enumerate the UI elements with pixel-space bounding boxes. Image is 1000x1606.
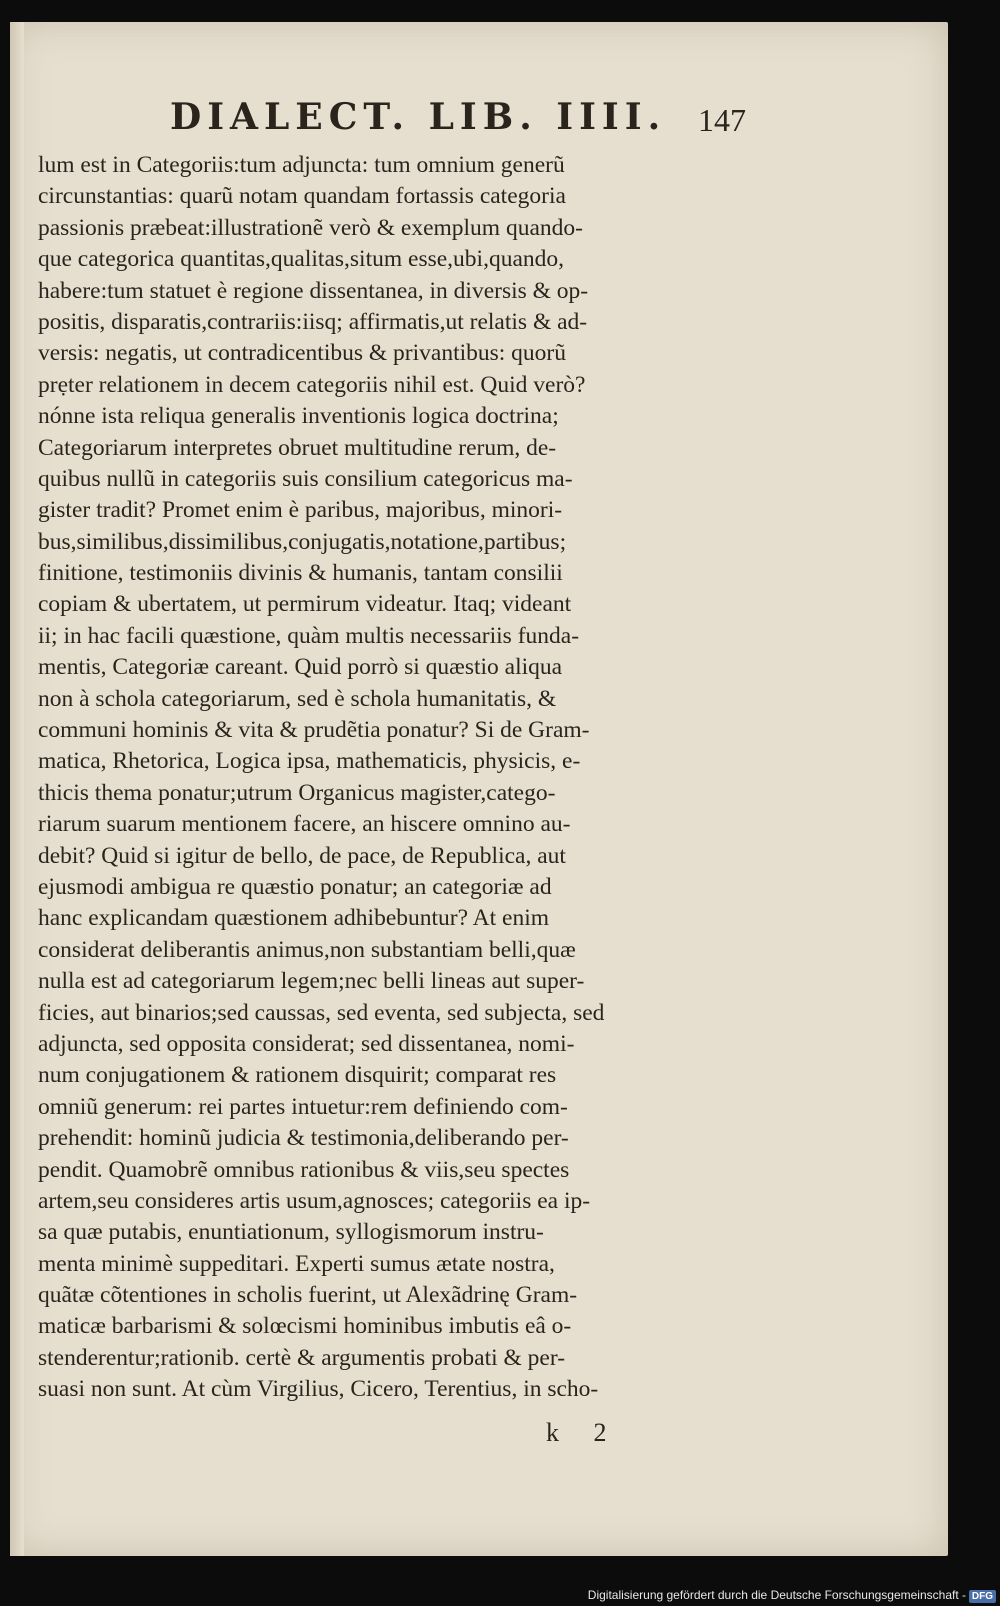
text-line: prẹter relationem in decem categoriis nihil est. Quid verò? [38, 371, 586, 398]
text-line: gister tradit? Promet enim è paribus, majoribus, minori- [38, 497, 563, 524]
dfg-logo: DFG [969, 1590, 996, 1603]
text-line: nónne ista reliqua generalis inventionis logica doctrina; [38, 403, 559, 430]
text-line: thicis thema ponatur;utrum Organicus magister,catego- [38, 779, 556, 806]
body-text [38, 150, 738, 1406]
text-line: maticæ barbarismi & solœcismi hominibus imbutis eâ o- [38, 1313, 572, 1340]
text-line: copiam & ubertatem, ut permirum videatur. Itaq; videant [38, 591, 572, 618]
text-line: debit? Quid si igitur de bello, de pace, de Republica, aut [38, 842, 566, 869]
page-gutter [10, 22, 24, 1556]
text-line: mentis, Categoriæ careant. Quid porrò si quæstio aliqua [38, 654, 563, 681]
text-line: menta minimè suppeditari. Experti sumus ætate nostra, [38, 1250, 555, 1277]
text-line: Categoriarum interpretes obruet multitudine rerum, de- [38, 434, 557, 461]
text-line: non à schola categoriarum, sed è schola humanitatis, & [38, 685, 557, 712]
text-line: adjuncta, sed opposita considerat; sed dissentanea, nomi- [38, 1030, 575, 1057]
text-line: hanc explicandam quæstionem adhibebuntur? At enim [38, 905, 549, 932]
text-line: quãtæ cõtentiones in scholis fuerint, ut Alexãdrinę Gram- [38, 1282, 578, 1309]
running-head: DIALECT. LIB. IIII. [170, 96, 667, 138]
text-line: positis, disparatis,contrariis:iisq; affirmatis,ut relatis & ad- [38, 308, 588, 335]
text-line: ii; in hac facili quæstione, quàm multis necessariis funda- [38, 622, 580, 649]
text-line: habere:tum statuet è regione dissentanea, in diversis & op- [38, 277, 589, 304]
text-line: finitione, testimoniis divinis & humanis, tantam consilii [38, 560, 563, 587]
text-line: considerat deliberantis animus,non substantiam belli,quæ [38, 936, 576, 963]
text-line: que categorica quantitas,qualitas,situm esse,ubi,quando, [38, 246, 564, 273]
page-number: 147 [698, 102, 746, 138]
text-line: bus,similibus,dissimilibus,conjugatis,notatione,partibus; [38, 528, 567, 555]
text-line: riarum suarum mentionem facere, an hiscere omnino au- [38, 811, 571, 838]
text-line: versis: negatis, ut contradicentibus & privantibus: quorũ [38, 340, 567, 367]
text-line: num conjugationem & rationem disquirit; comparat res [38, 1062, 557, 1089]
digitization-credit: Digitalisierung gefördert durch die Deutsche Forschungsgemeinschaft - [587, 1588, 966, 1602]
text-line: communi hominis & vita & prudẽtia ponatur? Si de Gram- [38, 717, 590, 744]
text-line: lum est in Categoriis:tum adjuncta: tum omnium generũ [38, 152, 565, 178]
text-line: nulla est ad categoriarum legem;nec belli lineas aut super- [38, 968, 585, 995]
text-line: omniũ generum: rei partes intuetur:rem definiendo com- [38, 1093, 568, 1120]
text-line: quibus nullũ in categoriis suis consilium categoricus ma- [38, 465, 573, 492]
text-line: ejusmodi ambigua re quæstio ponatur; an categoriæ ad [38, 873, 552, 900]
text-line: sa quæ putabis, enuntiationum, syllogismorum instru- [38, 1219, 544, 1246]
text-line: pendit. Quamobrẽ omnibus rationibus & viis,seu spectes [38, 1156, 570, 1183]
text-line: prehendit: hominũ judicia & testimonia,deliberando per- [38, 1125, 569, 1152]
text-line: passionis præbeat:illustrationẽ verò & exemplum quando- [38, 214, 583, 241]
text-line: matica, Rhetorica, Logica ipsa, mathematicis, physicis, e- [38, 748, 581, 775]
book-page [10, 22, 948, 1556]
text-line: suasi non sunt. At cùm Virgilius, Cicero, Terentius, in scho- [38, 1376, 599, 1403]
text-line: ficies, aut binarios;sed caussas, sed eventa, sed subjecta, sed [38, 999, 605, 1026]
signature-mark: k 2 [546, 1418, 621, 1447]
text-line: artem,seu consideres artis usum,agnosces; categoriis ea ip- [38, 1187, 591, 1214]
text-line: stenderentur;rationib. certè & argumentis probati & per- [38, 1344, 566, 1371]
text-line: circunstantias: quarũ notam quandam fortassis categoria [38, 183, 566, 210]
